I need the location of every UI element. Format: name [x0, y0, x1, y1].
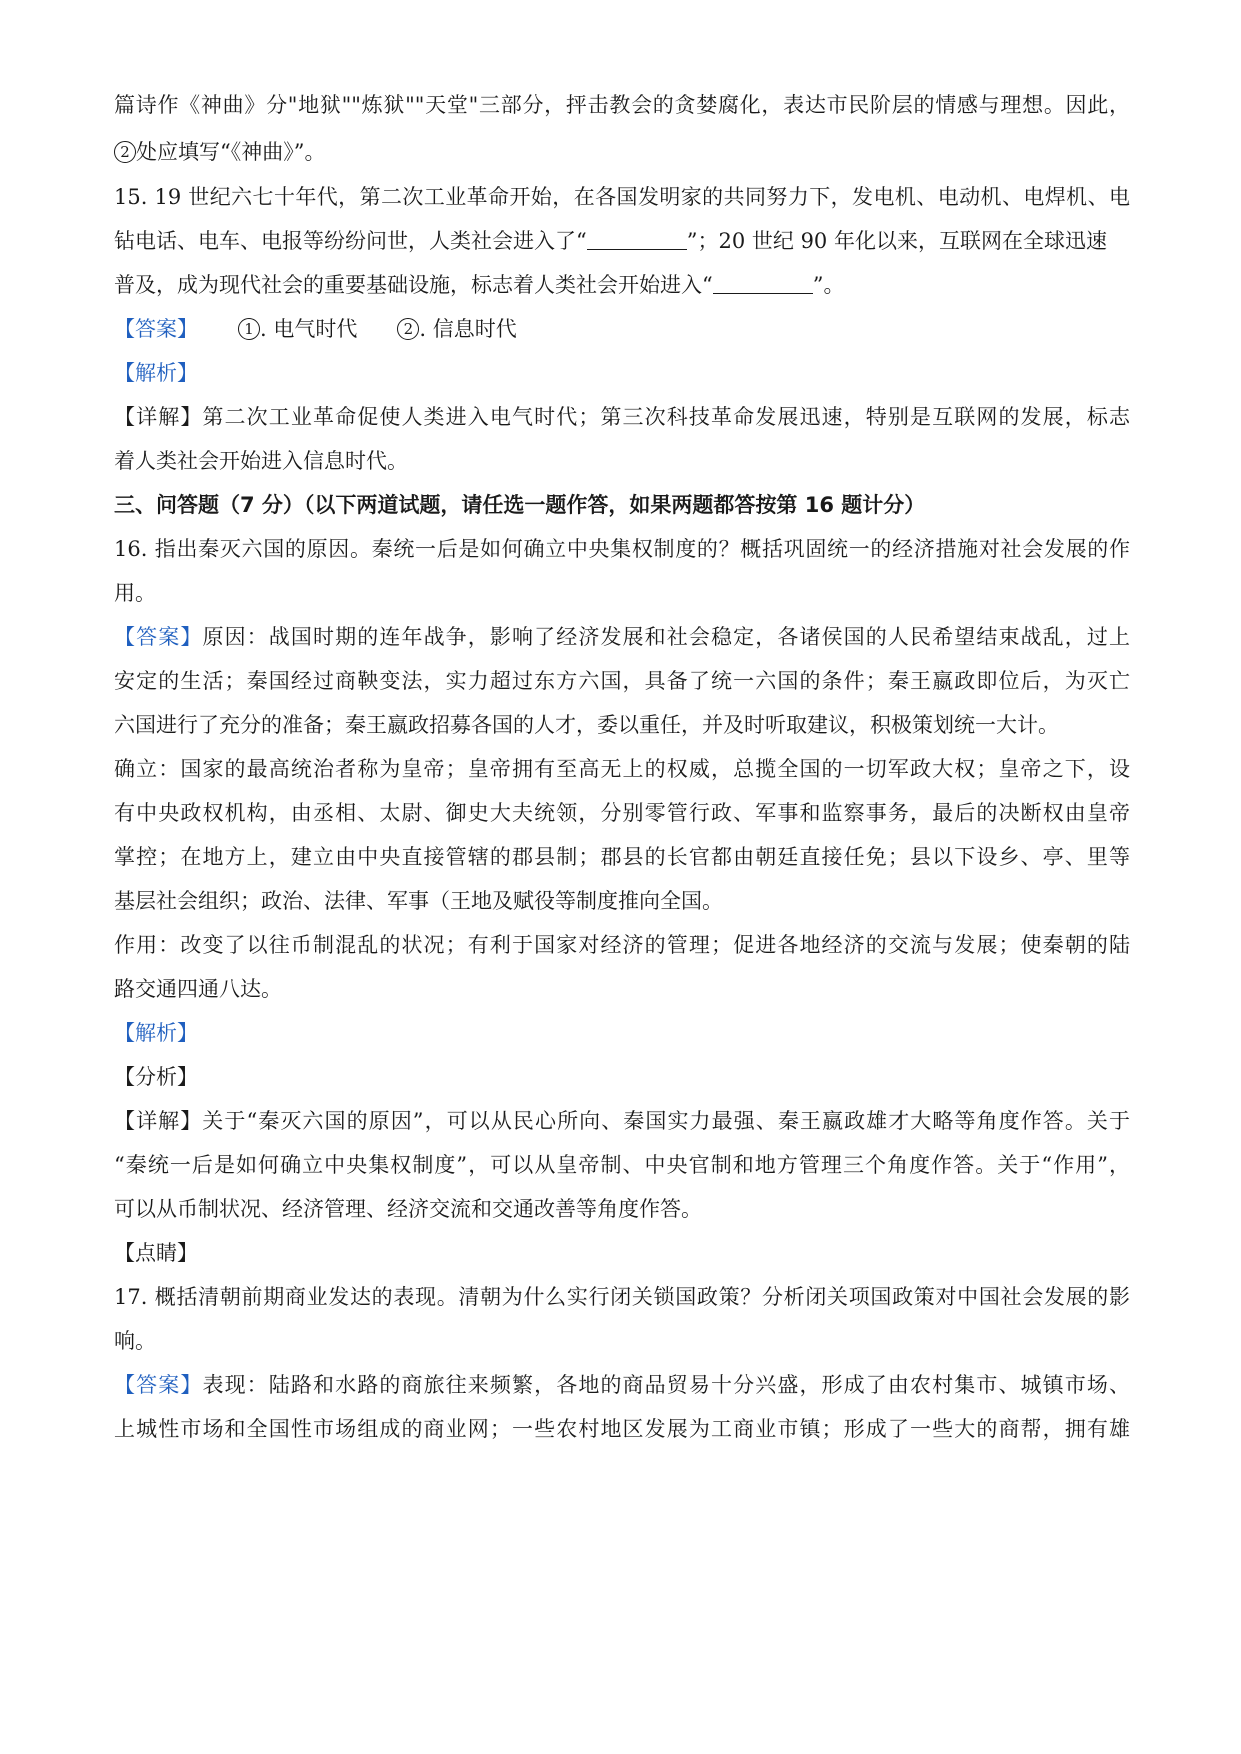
text-line: 着人类社会开始进入信息时代。 [114, 449, 408, 473]
analysis-label: 【解析】 [114, 1021, 198, 1045]
text-line: 基层社会组织；政治、法律、军事（王地及赋役等制度推向全国。 [114, 889, 723, 913]
fenxi-label: 【分析】 [114, 1065, 198, 1089]
text-line: 上城性市场和全国性市场组成的商业网；一些农村地区发展为工商业市镇；形成了一些大的商帮，拥有雄 [114, 1417, 1130, 1441]
text-line: 钻电话、电车、电报等纷纷问世，人类社会进入了“ ”；20 世纪 90 年化以来，互联网在全球迅速 [114, 229, 1107, 253]
text-line: 【详解】第二次工业革命促使人类进入电气时代；第三次科技革命发展迅速，特别是互联网的发展，标志 [114, 405, 1130, 429]
text-line: 掌控；在地方上，建立由中央直接管辖的郡县制；郡县的长官都由朝廷直接任免；县以下设乡、亭、里等 [114, 845, 1130, 869]
fill-blank [587, 227, 687, 250]
circled-number: 2 [397, 318, 419, 340]
dianjing-label: 【点睛】 [114, 1241, 198, 1265]
text-line: 确立：国家的最高统治者称为皇帝；皇帝拥有至高无上的权威，总揽全国的一切军政大权；皇帝之下，设 [114, 757, 1130, 781]
text-line: 【详解】关于“秦灭六国的原因”，可以从民心所向、秦国实力最强、秦王嬴政雄才大略等角度作答。关于 [114, 1109, 1130, 1133]
question-15-line: 15. 19 世纪六七十年代，第二次工业革命开始，在各国发明家的共同努力下，发电机、电动机、电焊机、电 [114, 185, 1130, 209]
text-line: “秦统一后是如何确立中央集权制度”，可以从皇帝制、中央官制和地方管理三个角度作答。关于“作用”， [114, 1153, 1130, 1177]
text-line: 普及，成为现代社会的重要基础设施，标志着人类社会开始进入“ ”。 [114, 273, 845, 297]
answer-label: 【答案】 [114, 317, 198, 341]
text-line: 2 处应填写“《神曲》”。 [114, 137, 1130, 167]
answer-label: 【答案】 [114, 625, 203, 649]
text-line: 响。 [114, 1329, 156, 1353]
text-line: 路交通四通八达。 [114, 977, 282, 1001]
answer-label: 【答案】 [114, 1373, 203, 1397]
question-17-line: 17. 概括清朝前期商业发达的表现。清朝为什么实行闭关锁国政策？分析闭关项国政策对中国社会发展的影 [114, 1285, 1130, 1309]
answer-16-line: 【答案】原因：战国时期的连年战争，影响了经济发展和社会稳定，各诸侯国的人民希望结束战乱，过上 [114, 625, 1131, 649]
text-line: 安定的生活；秦国经过商鞅变法，实力超过东方六国，具备了统一六国的条件；秦王嬴政即位后，为灭亡 [114, 669, 1130, 693]
text-line: 用。 [114, 581, 156, 605]
section-heading: 三、问答题（7 分）（以下两道试题，请任选一题作答，如果两题都答按第 16 题计分） [114, 493, 926, 517]
text-line: 作用：改变了以往币制混乱的状况；有利于国家对经济的管理；促进各地经济的交流与发展；使秦朝的陆 [114, 933, 1130, 957]
circled-number: 1 [238, 318, 260, 340]
question-16-line: 16. 指出秦灭六国的原因。秦统一后是如何确立中央集权制度的？概括巩固统一的经济措施对社会发展的作 [114, 537, 1130, 561]
text-line: 有中央政权机构，由丞相、太尉、御史大夫统领，分别零管行政、军事和监察事务，最后的决断权由皇帝 [114, 801, 1130, 825]
text-line: 篇诗作《神曲》分"地狱""炼狱""天堂"三部分，抨击教会的贪婪腐化，表达市民阶层的情感与理想。因此， [114, 93, 1130, 117]
circled-number: 2 [114, 141, 136, 163]
fill-blank [713, 271, 813, 294]
answer-15-line: 【答案】 1 . 电气时代 2 . 信息时代 [114, 317, 517, 341]
text-line: 可以从币制状况、经济管理、经济交流和交通改善等角度作答。 [114, 1197, 702, 1221]
answer-17-line: 【答案】表现：陆路和水路的商旅往来频繁，各地的商品贸易十分兴盛，形成了由农村集市、城镇市场、 [114, 1373, 1131, 1397]
text-line: 六国进行了充分的准备；秦王嬴政招募各国的人才，委以重任，并及时听取建议，积极策划统一大计。 [114, 713, 1059, 737]
analysis-label: 【解析】 [114, 361, 198, 385]
